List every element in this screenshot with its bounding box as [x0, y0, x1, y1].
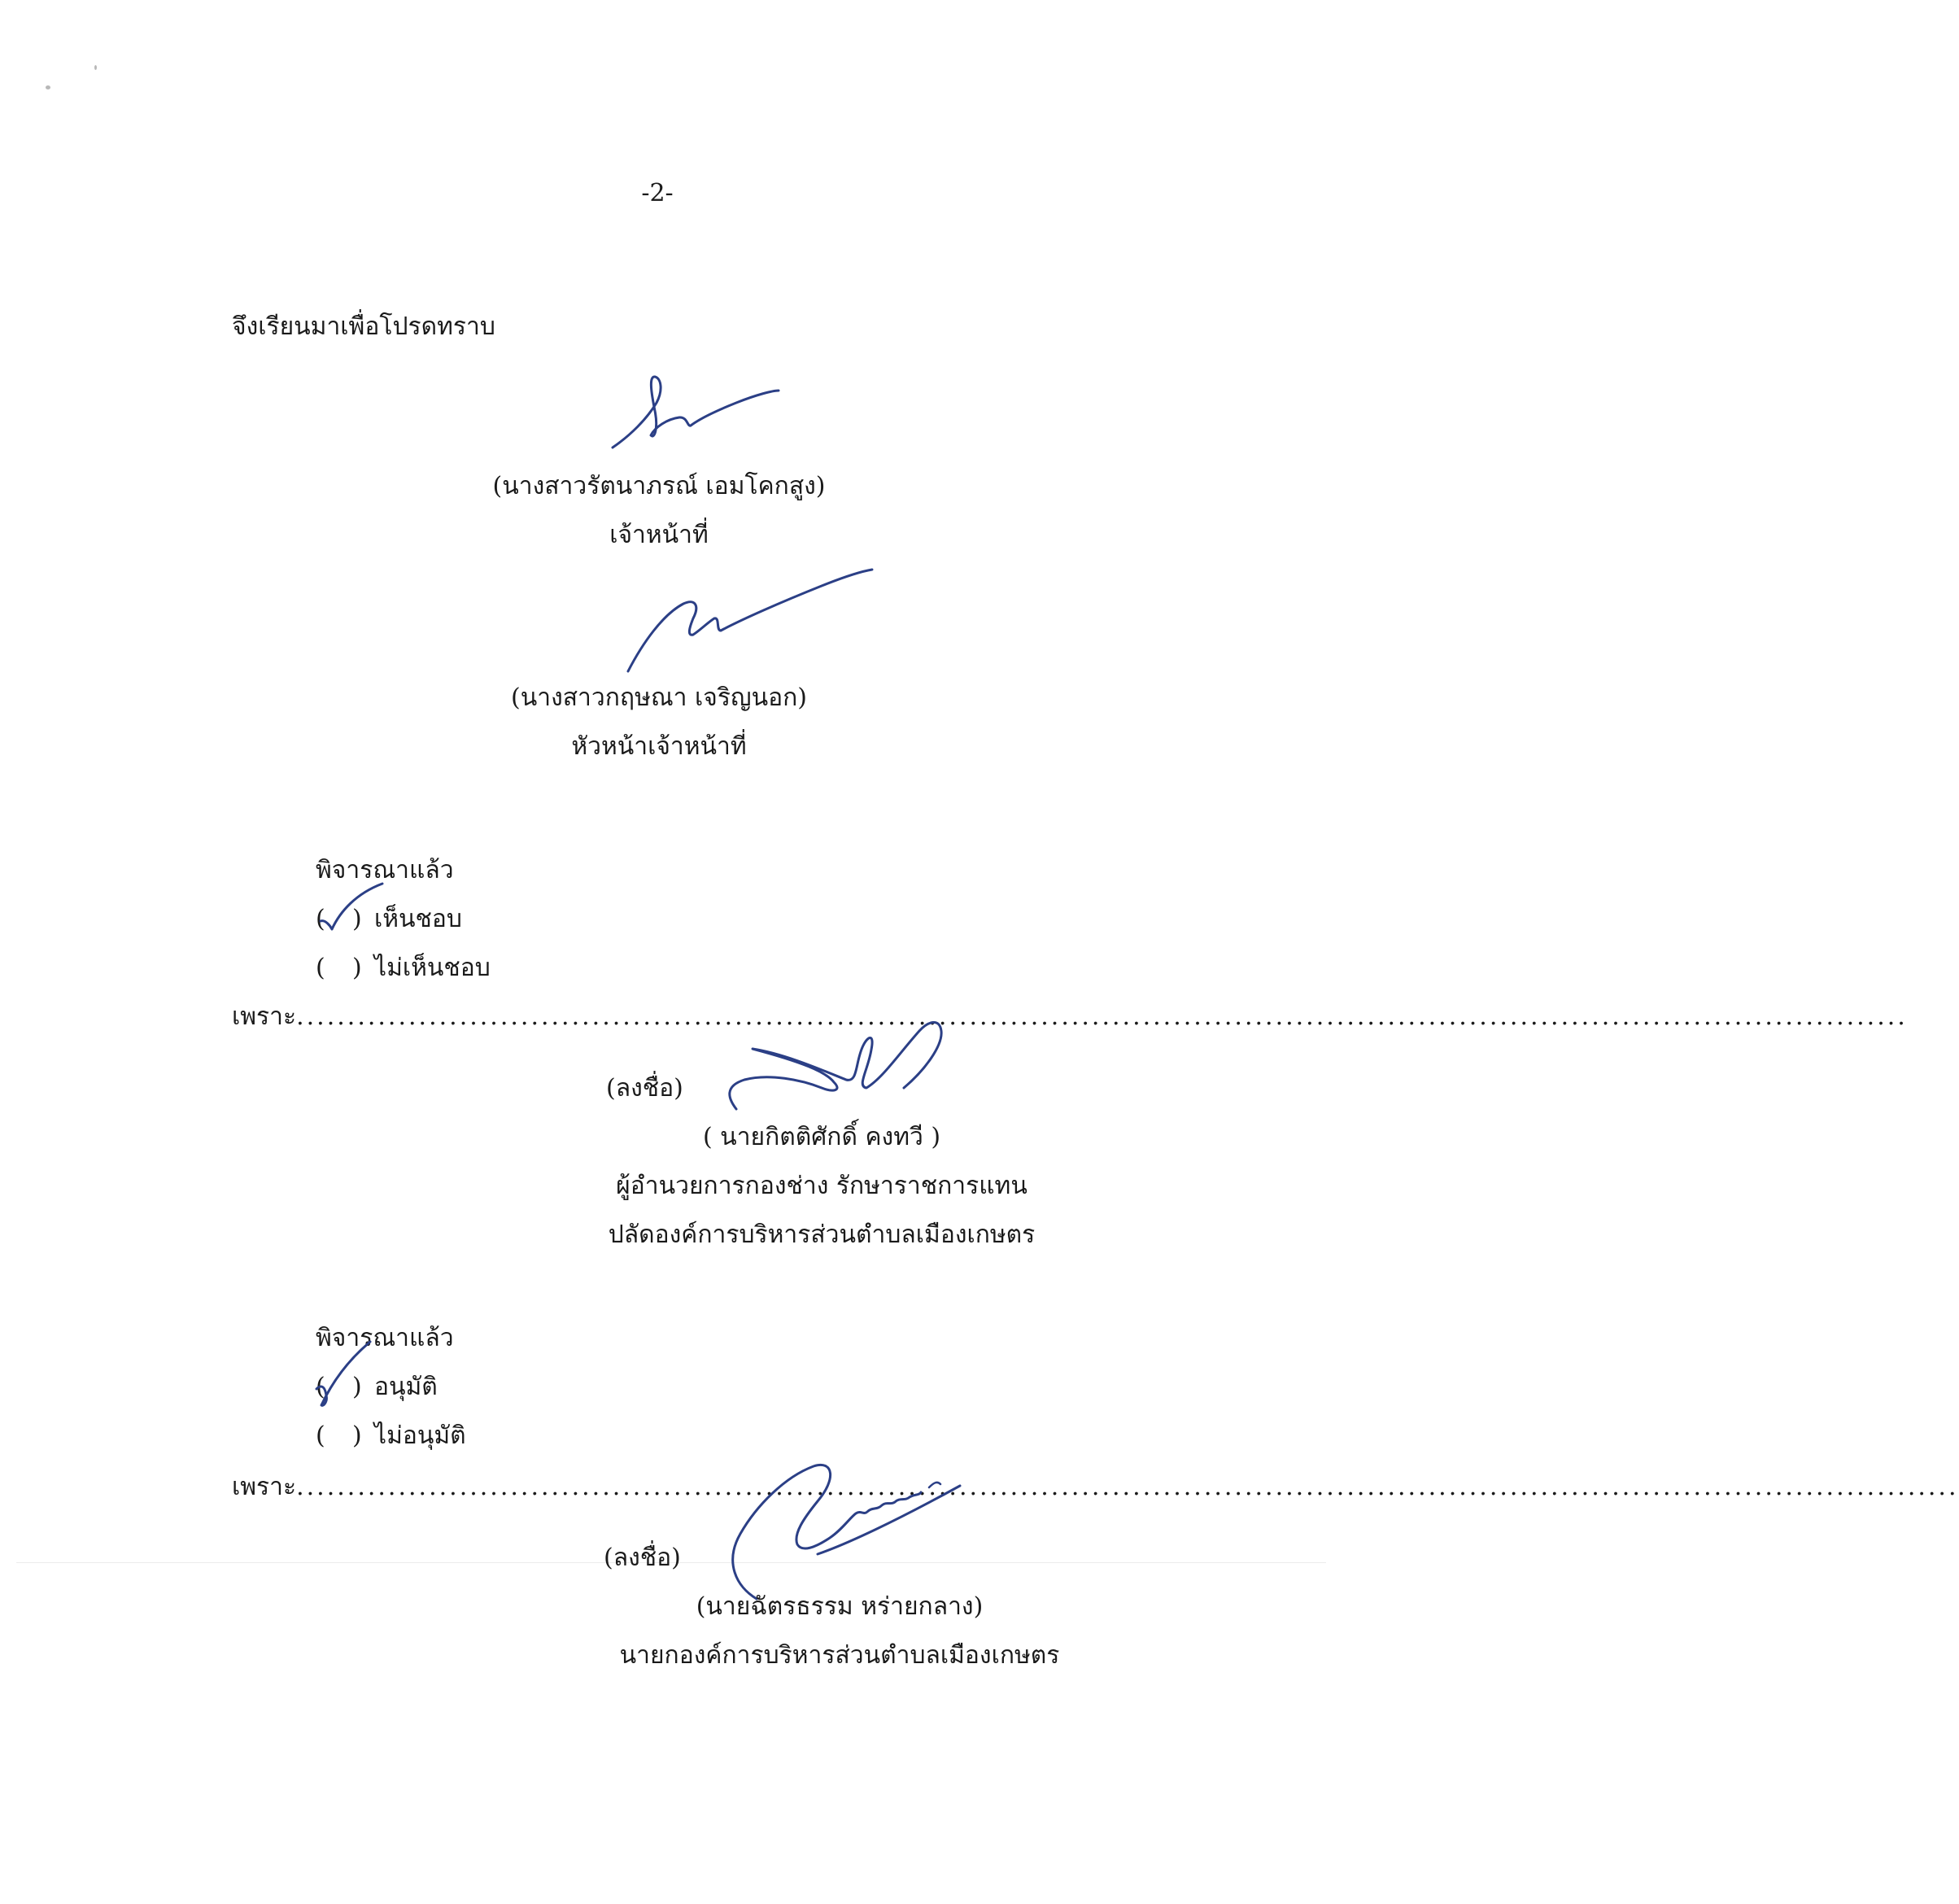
review-1-sign-label: (ลงชื่อ) — [606, 1074, 683, 1103]
review-2-sign-label: (ลงชื่อ) — [604, 1544, 681, 1572]
scan-speck — [46, 85, 50, 90]
scan-speck — [94, 65, 97, 70]
signature-2 — [618, 561, 879, 675]
review-1-name: ( นายกิตติศักดิ์ คงทวี ) — [702, 1123, 941, 1151]
signatory-2-name: (นางสาวกฤษณา เจริญนอก) — [511, 683, 807, 712]
closing-text: จึงเรียนมาเพื่อโปรดทราบ — [232, 312, 495, 341]
checkbox-open-paren: ( — [316, 1421, 325, 1450]
checkbox-open-paren: ( — [316, 905, 325, 933]
checkbox-open-paren: ( — [316, 954, 325, 982]
signature-1 — [606, 370, 785, 452]
review-2-option-label: อนุมัติ — [374, 1373, 438, 1401]
checkbox-close-paren: ) — [352, 1373, 362, 1401]
review-1-option-label: ไม่เห็นชอบ — [374, 954, 491, 982]
checkbox-close-paren: ) — [352, 905, 362, 933]
review-1-option-label: เห็นชอบ — [374, 905, 462, 933]
review-2-name: (นายฉัตรธรรม หร่ายกลาง) — [696, 1592, 984, 1621]
signature-4 — [716, 1456, 984, 1603]
checkbox-open-paren: ( — [316, 1373, 325, 1401]
checkbox-close-paren: ) — [352, 954, 362, 982]
review-1-position-line1: ผู้อำนวยการกองช่าง รักษาราชการแทน — [616, 1172, 1027, 1200]
review-1-position-line2: ปลัดองค์การบริหารส่วนตำบลเมืองเกษตร — [608, 1221, 1036, 1249]
page-number: -2- — [641, 179, 674, 207]
signatory-1-name: (นางสาวรัตนาภรณ์ เอมโคกสูง) — [492, 472, 826, 500]
review-1-reason-line: เพราะ.............................................................................................................................................................. — [232, 1002, 1908, 1031]
check-mark-icon — [313, 1338, 378, 1412]
review-2-option-label: ไม่อนุมัติ — [374, 1421, 466, 1450]
review-2-heading: พิจารณาแล้ว — [316, 1324, 454, 1352]
review-2-reason-line: เพราะ................................................................................................................................................................... — [232, 1473, 1959, 1501]
review-2-reason-label: เพราะ — [232, 1473, 297, 1501]
check-mark-icon — [316, 879, 389, 936]
signature-3 — [712, 1013, 972, 1119]
signatory-1-position: เจ้าหน้าที่ — [609, 521, 709, 549]
review-1-reason-label: เพราะ — [232, 1002, 297, 1031]
review-2-position: นายกองค์การบริหารส่วนตำบลเมืองเกษตร — [619, 1641, 1060, 1670]
signatory-2-position: หัวหน้าเจ้าหน้าที่ — [571, 732, 747, 761]
review-1-heading: พิจารณาแล้ว — [316, 856, 454, 884]
checkbox-close-paren: ) — [352, 1421, 362, 1450]
